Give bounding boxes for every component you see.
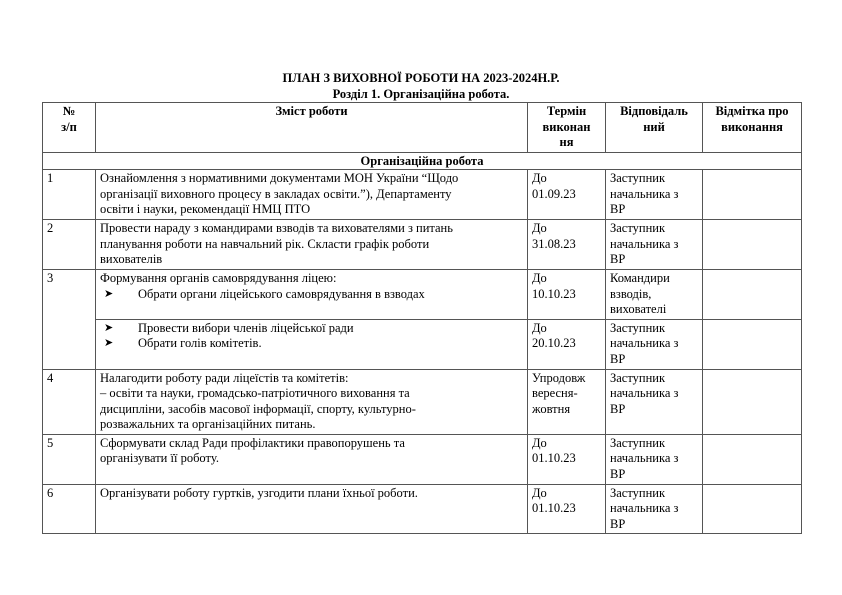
list-item: ➤ Провести вибори членів ліцейської ради [104,320,354,335]
section-row [43,153,802,170]
row-responsible: Командири взводів, вихователі [606,270,703,320]
row-number: 6 [43,484,96,534]
arrow-bullet-icon: ➤ [104,337,114,349]
section-title: Організаційна робота [43,153,802,170]
plan-title: ПЛАН З ВИХОВНОЇ РОБОТИ НА 2023-2024Н.Р. [282,71,560,85]
row-mark [703,369,802,434]
row-content: Ознайомлення з нормативними документами МОН України “Щодо організації виховного процесу в закладах освіти.”), Департаменту освіти і науки, рекомендації НМЦ ПТО [96,170,528,220]
row-number: 2 [43,220,96,270]
header-mark: Відмітка про виконання [703,103,802,153]
row-term: До 10.10.23 [528,270,606,320]
table-row [43,170,802,220]
arrow-bullet-icon: ➤ [104,287,114,300]
header-term: Термін виконан ня [528,103,606,153]
row-content: Формування органів самоврядування ліцею: ➤ Обрати органи ліцейського самоврядування в взводах [96,270,528,320]
row-content: Провести нараду з командирами взводів та вихователями з питань планування роботи на навчальний рік. Скласти графік роботи вихователів [96,220,528,270]
table-row [43,220,802,270]
row-number: 5 [43,434,96,484]
row-term: До 20.10.23 [528,319,606,369]
row-term: До 31.08.23 [528,220,606,270]
arrow-bullet-icon: ➤ [104,321,114,334]
row-number: 4 [43,369,96,434]
header-responsible: Відповідаль ний [606,103,703,153]
table-row [43,484,802,534]
row-responsible: Заступник начальника з ВР [606,319,703,369]
header-number: № з/п [43,103,96,153]
row-number: 1 [43,170,96,220]
table-row [43,434,802,484]
row-term: До 01.10.23 [528,434,606,484]
row-term: До 01.10.23 [528,484,606,534]
row-mark [703,434,802,484]
row-mark [703,484,802,534]
plan-table [42,102,802,534]
row-term: Упродовж вересня- жовтня [528,369,606,434]
list-item: ➤ Обрати голів комітетів. [104,336,262,350]
row-content: Налагодити роботу ради ліцеїстів та комітетів: – освіти та науки, громадсько-патріотичного виховання та дисципліни, засобів масової інформації, спорту, культурно- розважальних та організаційних питань. [96,369,528,434]
table-row [43,270,802,320]
row-number: 3 [43,270,96,370]
table-row [43,369,802,434]
row-responsible: Заступник начальника з ВР [606,369,703,434]
row-mark [703,319,802,369]
row-content: Сформувати склад Ради профілактики правопорушень та організувати її роботу. [96,434,528,484]
row-content: Організувати роботу гуртків, узгодити плани їхньої роботи. [96,484,528,534]
row-term: До 01.09.23 [528,170,606,220]
row-content [96,319,528,369]
row-responsible: Заступник начальника з ВР [606,170,703,220]
row-mark [703,220,802,270]
section-heading: Розділ 1. Організаційна робота. [332,87,510,101]
table-row [43,319,802,369]
row-mark [703,270,802,320]
row-responsible: Заступник начальника з ВР [606,220,703,270]
row-mark [703,170,802,220]
row-responsible: Заступник начальника з ВР [606,434,703,484]
header-row [43,103,802,153]
list-item: ➤ Обрати органи ліцейського самоврядування в взводах [104,286,425,301]
row-responsible: Заступник начальника з ВР [606,484,703,534]
header-content: Зміст роботи [96,103,528,153]
